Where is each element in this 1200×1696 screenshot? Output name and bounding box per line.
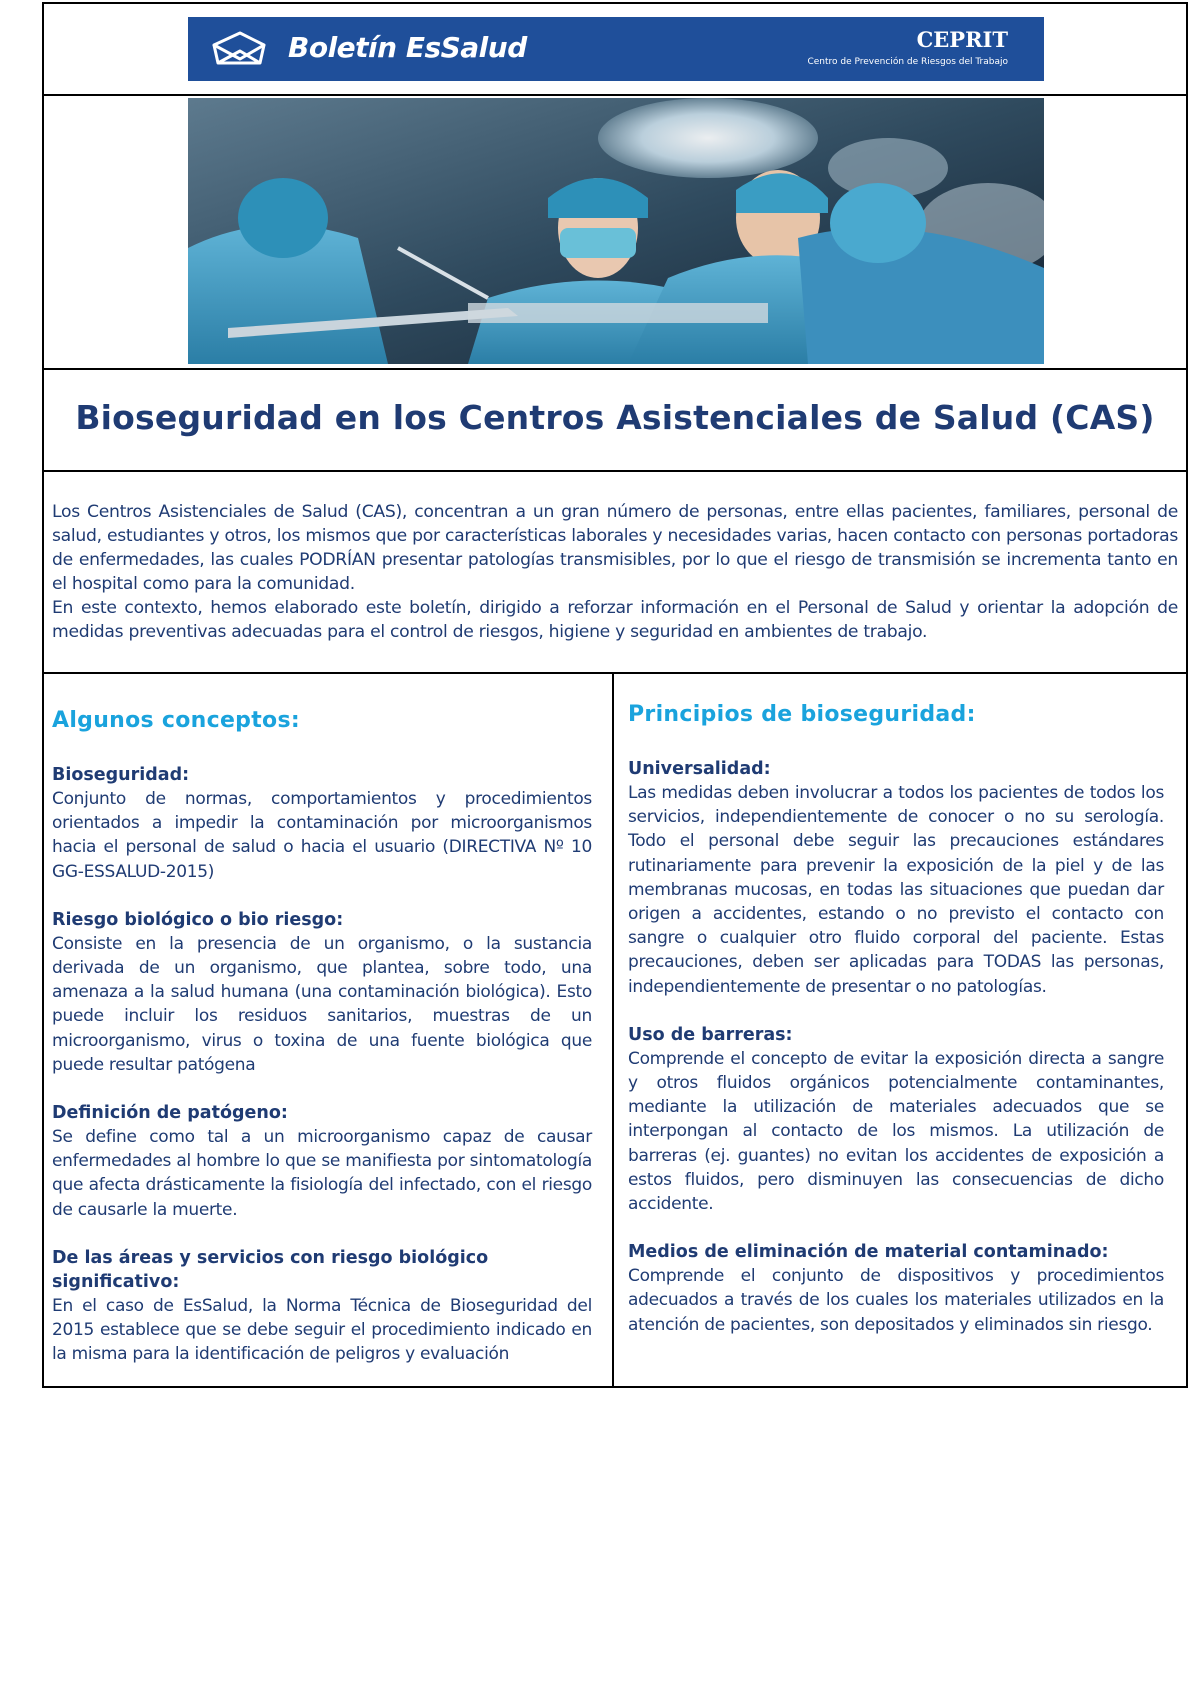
principles-heading: Principios de bioseguridad: (628, 702, 976, 727)
concept-text: Consiste en la presencia de un organismo, o la sustancia derivada de un organismo, que plantea, sobre todo, una amenaza a la salud humana (una contaminación biológica). Esto puede incluir los residuos sanitarios, muestras de un microorganismo, virus o toxina de una fuente biológica que puede resultar patógena (52, 933, 592, 1075)
concept-term: De las áreas y servicios con riesgo biológico significativo: (52, 1247, 489, 1292)
principle-text: Comprende el concepto de evitar la exposición directa a sangre y otros fluidos orgánicos potencialmente contaminantes, mediante la utilización de materiales adecuados que se interpongan al contacto de los mismos. La utilización de barreras (ej. guantes) no evitan los accidentes de exposición a estos fluidos, pero disminuyen las consecuencias de dicho accidente. (628, 1048, 1164, 1215)
concept-text: Conjunto de normas, comportamientos y procedimientos orientados a impedir la contaminación por microorganismos hacia el personal de salud o hacia el usuario (DIRECTIVA Nº 10 GG-ESSALUD-2015) (52, 789, 592, 882)
envelope-icon (210, 29, 268, 69)
photo-row (42, 94, 1188, 370)
org-logo: CEPRIT (916, 27, 1008, 52)
principle-text: Comprende el conjunto de dispositivos y procedimientos adecuados a través de los cuales los materiales utilizados en la atención de pacientes, son depositados y eliminados sin riesgo. (628, 1266, 1164, 1335)
concept-term: Riesgo biológico o bio riesgo: (52, 909, 344, 930)
intro-paragraph: En este contexto, hemos elaborado este boletín, dirigido a reforzar información en el Personal de Salud y orientar la adopción de medidas preventivas adecuadas para el control de riesgos, higiene y seguridad en ambientes de trabajo. (52, 598, 1178, 642)
intro-text (52, 500, 1178, 644)
principle-term: Medios de eliminación de material contaminado: (628, 1242, 1109, 1263)
principle-text: Las medidas deben involucrar a todos los pacientes de todos los servicios, independientemente de conocer o no su serología. Todo el personal debe seguir las precauciones estándares rutinariamente para prevenir la exposición de la piel y de las membranas mucosas, en todas las situaciones que puedan dar origen a accidentes, estando o no previsto el contacto con sangre o cualquier otro fluido corporal del paciente. Estas precauciones, deben ser aplicadas para TODAS las personas, independientemente de presentar o no patologías. (628, 783, 1164, 997)
surgery-photo (188, 98, 1044, 364)
title-row (42, 368, 1188, 472)
principle-term: Universalidad: (628, 759, 771, 779)
concept-text: En el caso de EsSalud, la Norma Técnica de Bioseguridad del 2015 establece que se debe seguir el procedimiento indicado en la misma para la identificación de peligros y evaluación (52, 1295, 592, 1365)
principles-column (612, 672, 1188, 1388)
page-title: Bioseguridad en los Centros Asistenciales de Salud (CAS) (75, 398, 1155, 437)
intro-row (42, 470, 1188, 674)
brand-name: Boletín EsSalud (288, 31, 527, 64)
concept-term: Bioseguridad: (52, 765, 190, 785)
intro-paragraph: Los Centros Asistenciales de Salud (CAS), concentran a un gran número de personas, entre ellas pacientes, familiares, personal de salud, estudiantes y otros, los mismos que por características laborales y necesidades varias, hacen contacto con personas portadoras de enfermedades, las cuales PODRÍAN presentar patologías transmisibles, por lo que el riesgo de transmisión se incrementa tanto en el hospital como para la comunidad. (52, 502, 1178, 594)
org-subtitle: Centro de Prevención de Riesgos del Trabajo (807, 57, 1008, 67)
bulletin-page (42, 2, 1188, 1388)
header-banner (188, 17, 1044, 81)
banner-row (42, 2, 1188, 96)
concepts-heading: Algunos conceptos: (52, 708, 300, 733)
principle-term: Uso de barreras: (628, 1024, 793, 1045)
concepts-column (42, 672, 614, 1388)
concept-text: Se define como tal a un microorganismo capaz de causar enfermedades al hombre lo que se manifiesta por sintomatología que afecta drásticamente la fisiología del infectado, con el riesgo de causarle la muerte. (52, 1127, 592, 1220)
concept-term: Definición de patógeno: (52, 1103, 288, 1124)
